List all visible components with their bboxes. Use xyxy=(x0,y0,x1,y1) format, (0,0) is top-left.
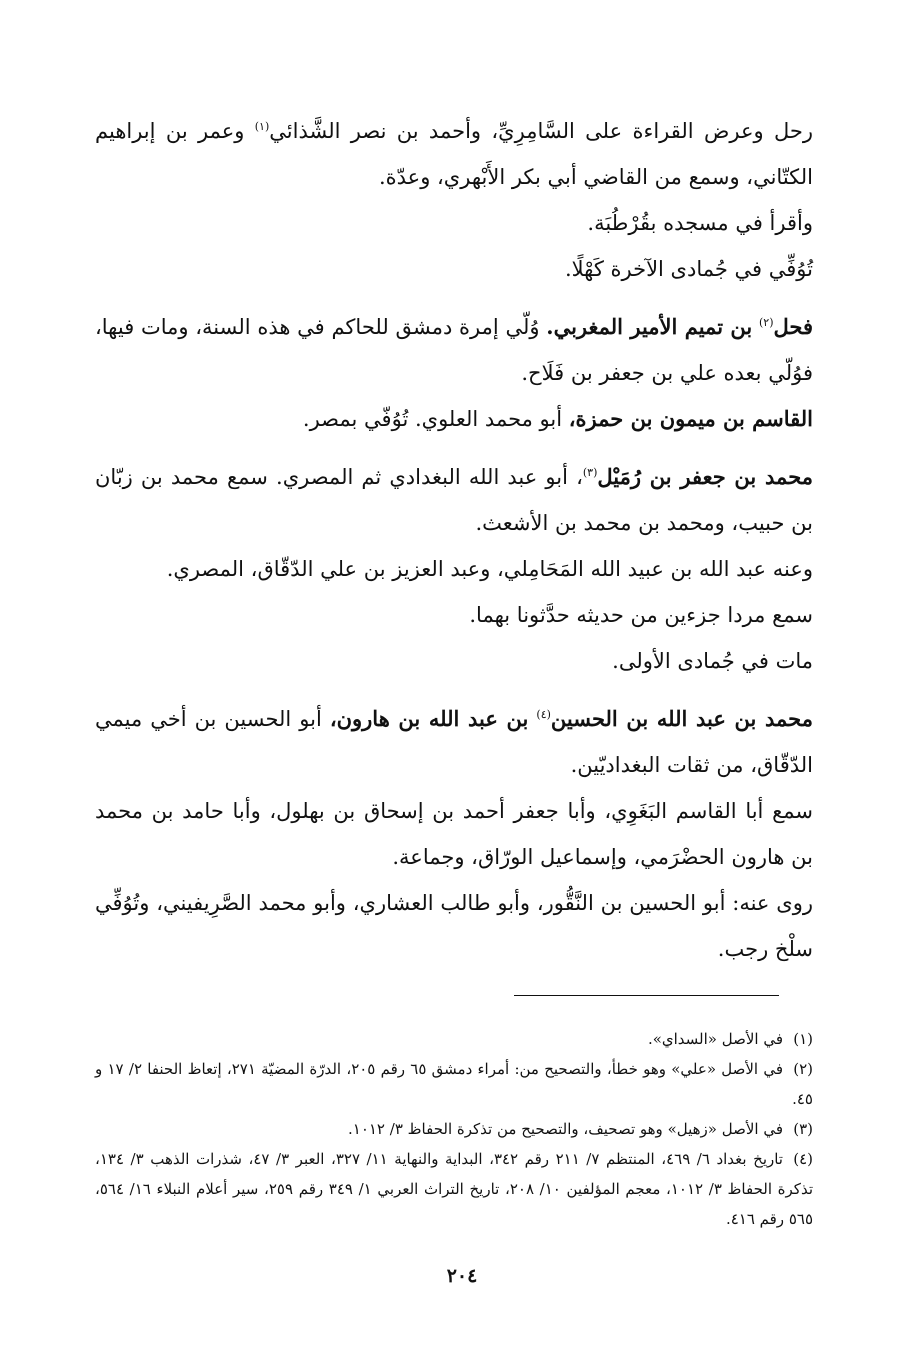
footnote: (٢)في الأصل «علي» وهو خطأ، والتصحيح من: أمراء دمشق ٦٥ رقم ٢٠٥، الدرّة المضيّة ٢٧١، إتعاظ الحنفا ٢/ ١٧ و ٤٥. xyxy=(95,1060,814,1108)
footnote-ref: (٢) xyxy=(759,316,774,329)
footnote-ref: (١) xyxy=(254,120,270,133)
footnote-ref: (٣) xyxy=(582,466,598,479)
text-paragraph: سمع أبا القاسم البَغَوِي، وأبا جعفر أحمد بن إسحاق بن بهلول، وأبا حامد بن محمد بن هارون الحضْرَمي، وإسماعيل الورّاق، وجماعة. xyxy=(95,799,813,869)
person-name-rest: بن عبد الله بن هارون، xyxy=(329,706,529,731)
page-number: ٢٠٤ xyxy=(446,1265,478,1287)
text-paragraph: وأقرأ في مسجده بقُرْطُبَة. xyxy=(587,211,813,235)
person-name: محمد بن جعفر بن رُمَيْل xyxy=(597,464,813,489)
biography-entry: محمد بن جعفر بن رُمَيْل$^{(٣)}$، أبو عبد الله البغدادي ثم المصري. سمع محمد بن زبّان بن حبيب، ومحمد بن محمد بن الأشعث. xyxy=(95,464,813,535)
person-name: فحل xyxy=(773,314,814,339)
person-name-rest: بن تميم الأمير المغربي. xyxy=(546,314,753,339)
footnote: (١)في الأصل «السداي». xyxy=(647,1030,813,1048)
biography-entry: محمد بن عبد الله بن الحسين$^{(٤)}$ بن عبد الله بن هارون، أبو الحسين بن أخي ميمي الدّقّاق، من ثقات البغداديّين. xyxy=(95,706,813,777)
biography-entry: القاسم بن ميمون بن حمزة، أبو محمد العلوي. تُوُفّي بمصر. xyxy=(302,406,813,431)
text-paragraph: روى عنه: أبو الحسين بن النَّقُّور، وأبو طالب العشاري، وأبو محمد الصَّرِيفيني، وتُوُفِّي سلْخ رجب. xyxy=(95,891,813,961)
footnote: (٤)تاريخ بغداد ٦/ ٤٦٩، المنتظم ٧/ ٢١١ رقم ٣٤٢، البداية والنهاية ١١/ ٣٢٧، العبر ٣/ ٤٧، شذرات الذهب ٣/ ١٣٤، تذكرة الحفاظ ٣/ ١٠١٢، معجم المؤلفين ١٠/ ٢٠٨، تاريخ التراث العربي ١/ ٣٤٩ رقم ٢٥٩، سير أعلام النبلاء ١٦/ ٥٦٤، ٥٦٥ رقم ٤١٦. xyxy=(95,1150,813,1228)
person-name: محمد بن عبد الله بن الحسين xyxy=(550,706,813,731)
person-name: القاسم بن ميمون بن حمزة، xyxy=(568,406,813,431)
biography-entry: فحل$^{(٢)}$ بن تميم الأمير المغربي. وُلّي إمرة دمشق للحاكم في هذه السنة، ومات فيها، فوُلّي بعده علي بن جعفر بن فَلَاح. xyxy=(95,314,814,385)
text-paragraph: رحل وعرض القراءة على السَّامِرِيِّ، وأحمد بن نصر الشَّذائي$^{(١)}$ وعمر بن إبراهيم الكتّاني، وسمع من القاضي أبي بكر الأَبْهري، وعدّة. xyxy=(95,119,813,189)
text-paragraph: وعنه عبد الله بن عبيد الله المَحَامِلي، وعبد العزيز بن علي الدّقّاق، المصري. xyxy=(166,557,813,581)
footnote: (٣)في الأصل «زهيل» وهو تصحيف، والتصحيح من تذكرة الحفاظ ٣/ ١٠١٢. xyxy=(347,1120,813,1138)
footnotes xyxy=(95,1024,813,1234)
footnote-divider xyxy=(514,995,779,996)
text-paragraph: سمع مردا جزءين من حديثه حدَّثونا بهما. xyxy=(469,603,813,627)
text-paragraph: تُوُفِّي في جُمادى الآخرة كَهْلًا. xyxy=(564,257,813,281)
main-text xyxy=(95,108,813,972)
footnote-ref: (٤) xyxy=(536,708,551,721)
text-paragraph: مات في جُمادى الأولى. xyxy=(612,649,813,673)
